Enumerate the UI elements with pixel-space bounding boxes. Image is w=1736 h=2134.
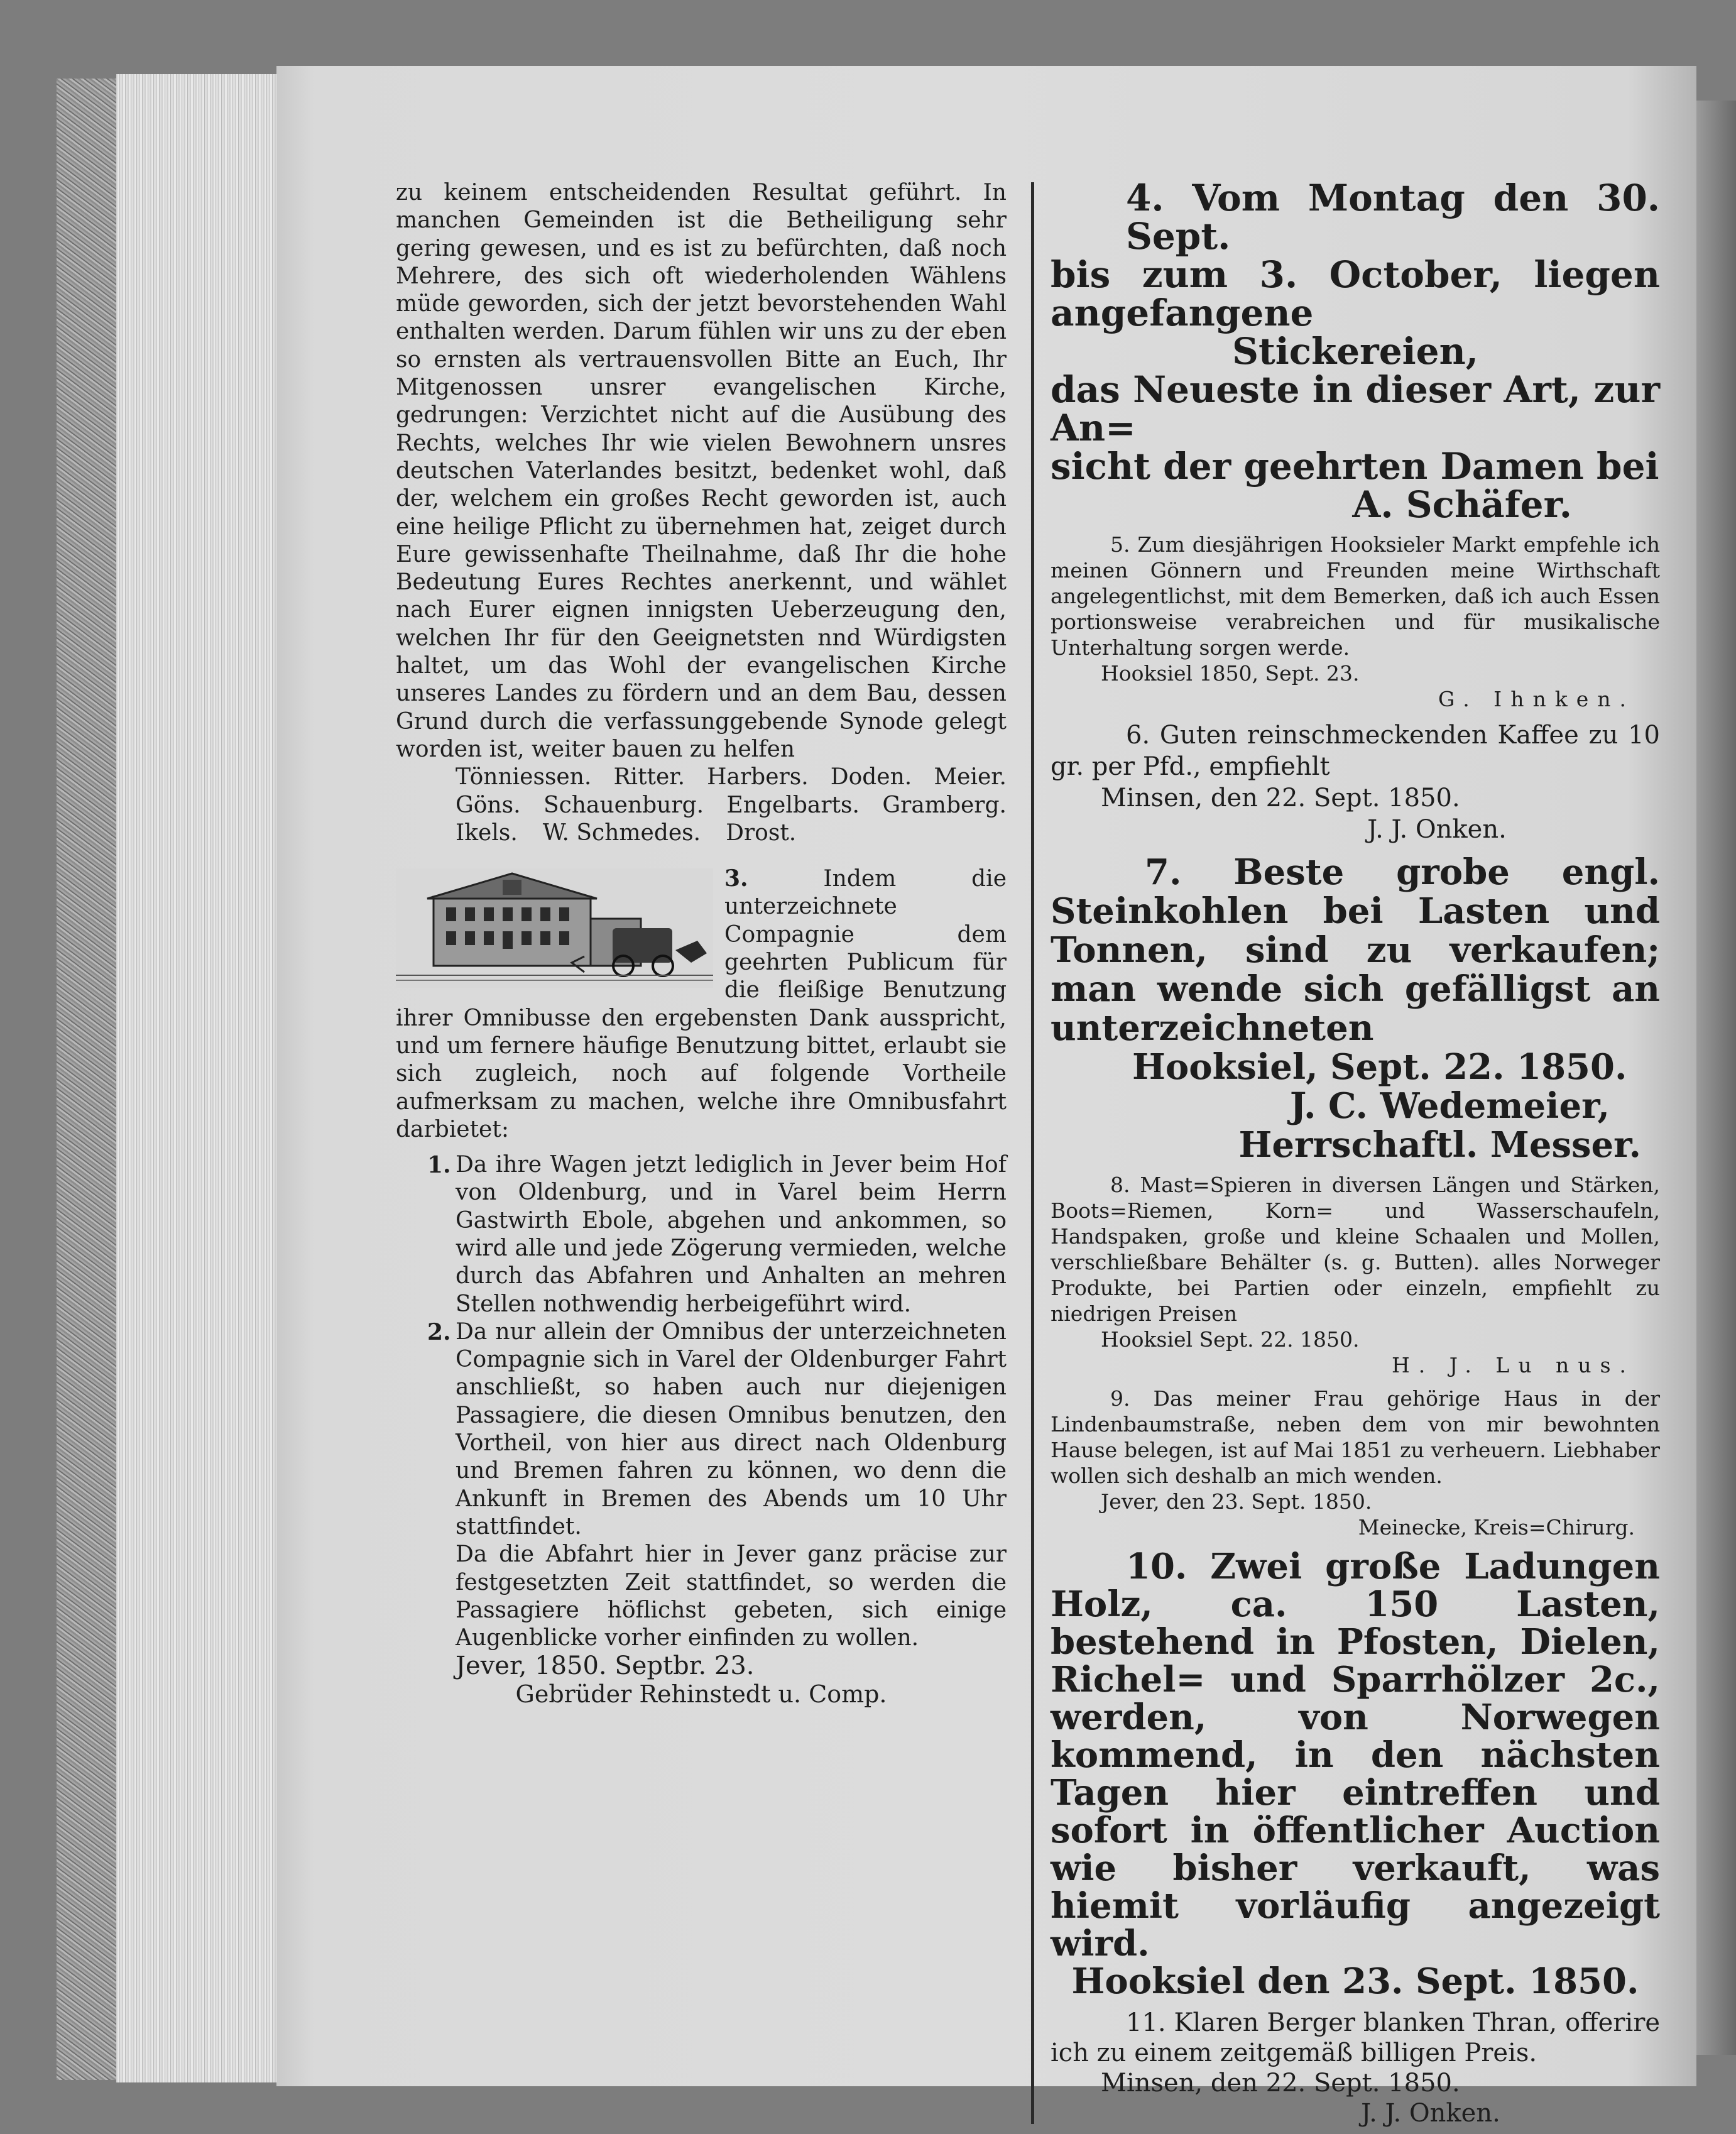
ad4-line5: sicht der geehrten Damen bei (1051, 445, 1659, 488)
ad11-date: Minsen, den 22. Sept. 1850. (1101, 2069, 1460, 2098)
ad4 (1051, 179, 1660, 524)
signature: Tönniessen. (456, 764, 592, 791)
ad9-body: 9. Das meiner Frau gehörige Haus in der Lindenbaumstraße, neben dem von mir bewohnten Hause belegen, ist auf Mai 1851 zu verheuern. Liebhaber wollen sich deshalb an mich wenden. (1051, 1386, 1660, 1488)
ad8-date: Hooksiel Sept. 22. 1850. (1101, 1327, 1360, 1352)
omnibus-illustration (396, 868, 713, 988)
ad4-line2: bis zum 3. October, liegen angefangene (1051, 253, 1660, 334)
ad8-signature: H. J. Lu nus. (1392, 1353, 1635, 1377)
ad5-date: Hooksiel 1850, Sept. 23. (1101, 661, 1360, 686)
signature: Engelbarts. (726, 792, 860, 818)
ad4-line4: das Neueste in dieser Art, zur An= (1051, 368, 1660, 449)
ad11-body: 11. Klaren Berger blanken Thran, offerire ich zu einem zeitgemäß billigen Preis. (1051, 2008, 1660, 2067)
signature: Harbers. (707, 764, 809, 791)
ad11 (1051, 2008, 1660, 2128)
signature: Schauenburg. (543, 792, 704, 818)
ad9-signature: Meinecke, Kreis=Chirurg. (1358, 1515, 1635, 1540)
ad7-signature-2: Herrschaftl. Messer. (1238, 1124, 1641, 1166)
signature: Doden. (830, 764, 912, 791)
item-number: 2. (427, 1318, 451, 1345)
signature: Göns. (456, 792, 521, 818)
ad3-intro-text: Indem die unterzeichnete Compagnie dem geehrten Publicum für die fleißige Benutzung ihrer Omnibusse den ergebensten Dank ausspricht, und um fernere häufige Benutzung bittet, erlaubt sie sich zugleich, noch auf folgende Vortheile aufmerksam zu machen, welche ihre Omnibusfahrt darbietet: (396, 866, 1007, 1142)
ad7-signature-1: J. C. Wedemeier, (1289, 1085, 1610, 1127)
ad3-item-2 (396, 1318, 1007, 1541)
ad5 (1051, 532, 1660, 712)
ad3-closing: Da die Abfahrt hier in Jever ganz präcise zur festgesetzten Zeit stattfindet, so werden die Passagiere höflichst gebeten, sich einige Augenblicke vorher einfinden zu wollen. (456, 1541, 1007, 1651)
right-column (1051, 179, 1660, 2128)
left-column (396, 179, 1007, 1708)
book-cover (57, 79, 119, 2080)
ad8-body: 8. Mast=Spieren in diversen Längen und Stärken, Boots=Riemen, Korn= und Wasserschaufeln, Handspaken, große und kleine Schaalen und Mollen, verschließbare Behälter (s. g. Butten). alles Norweger Produkte, bei Partien oder einzeln, empfiehlt zu niedrigen Preisen (1051, 1173, 1660, 1326)
ad4-signature: A. Schäfer. (1352, 483, 1572, 526)
ad10-body: 10. Zwei große Ladungen Holz, ca. 150 Lasten, bestehend in Pfosten, Dielen, Richel= und Sparrhölzer 2c., werden, von Norwegen kommend, in den nächsten Tagen hier eintreffen und sofort in öffentlicher Auction wie bisher verkauft, was hiemit vorläufig angezeigt wird. (1051, 1546, 1660, 1964)
ad7 (1051, 853, 1660, 1164)
ad9 (1051, 1386, 1660, 1540)
ad3-date: Jever, 1850. Septbr. 23. (456, 1651, 755, 1681)
ad6-signature: J. J. Onken. (1367, 815, 1507, 844)
ad7-date: Hooksiel, Sept. 22. 1850. (1132, 1046, 1627, 1088)
column-divider (1031, 182, 1034, 2124)
page-shadow (1696, 101, 1736, 2055)
signature: Meier. (934, 764, 1007, 791)
ad4-line3: Stickereien, (1232, 330, 1478, 373)
signature: Ikels. (456, 819, 518, 846)
ad5-body: 5. Zum diesjährigen Hooksieler Markt empfehle ich meinen Gönnern und Freunden meine Wirthschaft angelegentlichst, mit dem Bemerken, daß ich auch Essen portionsweise verabreichen und für musikalische Unterhaltung sorgen werde. (1051, 532, 1660, 660)
ad10 (1051, 1548, 1660, 2000)
item-text: Da nur allein der Omnibus der unterzeichneten Compagnie sich in Varel der Oldenburger Fahrt anschließt, so haben auch nur diejenigen Passagiere, die diesen Omnibus benutzen, den Vortheil, von hier aus direct nach Oldenburg und Bremen fahren zu können, wo denn die Ankunft in Bremen des Abends um 10 Uhr stattfindet. (456, 1318, 1007, 1540)
ad5-signature: G. Ihnken. (1438, 687, 1635, 711)
ad-number: 3. (724, 865, 748, 892)
signature: Drost. (726, 819, 797, 846)
ad7-body: 7. Beste grobe engl. Steinkohlen bei Lasten und Tonnen, sind zu verkaufen; man wende sich gefälligst an unterzeichneten (1051, 851, 1660, 1049)
ad9-date: Jever, den 23. Sept. 1850. (1101, 1489, 1372, 1514)
page-edges (116, 74, 283, 2082)
item-number: 1. (427, 1152, 451, 1179)
ad6 (1051, 720, 1660, 845)
ad6-body: 6. Guten reinschmeckenden Kaffee zu 10 gr. per Pfd., empfiehlt (1051, 721, 1660, 781)
ad2-signatures-row3 (396, 819, 1007, 847)
ad3-item-1 (396, 1151, 1007, 1318)
signature: W. Schmedes. (542, 819, 701, 846)
ad10-date: Hooksiel den 23. Sept. 1850. (1071, 1961, 1639, 2002)
signature: Gramberg. (882, 792, 1007, 818)
ad2-body: zu keinem entscheidenden Resultat geführt. In manchen Gemeinden ist die Betheiligung sehr gering gewesen, und es ist zu befürchten, daß noch Mehrere, des sich oft wiederholenden Wählens müde geworden, sich der jetzt bevorstehenden Wahl enthalten werden. Darum fühlen wir uns zu der eben so ernsten als vertrauensvollen Bitte an Euch, Ihr Mitgenossen unsrer evangelischen Kirche, gedrungen: Verzichtet nicht auf die Ausübung des Rechts, welches Ihr wie vielen Bewohnern unsres deutschen Vaterlandes besitzt, bedenket wohl, daß der, welchem ein großes Recht geworden ist, auch eine heilige Pflicht zu übernehmen hat, zeiget durch Eure gewissenhafte Theilnahme, daß Ihr die hohe Bedeutung Eures Rechtes anerkennt, und wählet nach Eurer eignen innigsten Ueberzeugung den, welchen Ihr für den Geeignetsten nnd Würdigsten haltet, um das Wohl der evangelischen Kirche unseres Landes zu fördern und an dem Bau, dessen Grund durch die verfassunggebende Synode gelegt worden ist, weiter bauen zu helfen (396, 180, 1007, 762)
ad3-signature: Gebrüder Rehinstedt u. Comp. (515, 1680, 887, 1708)
ad4-line1: 4. Vom Montag den 30. Sept. (1126, 177, 1660, 258)
signature: Ritter. (613, 764, 685, 791)
ad2-signatures-row2 (396, 792, 1007, 819)
item-text: Da ihre Wagen jetzt lediglich in Jever beim Hof von Oldenburg, und in Varel beim Herrn Gastwirth Ebole, abgehen und ankommen, so wird alle und jede Zögerung vermieden, welche durch das Abfahren und Anhalten an mehren Stellen nothwendig herbeigeführt wird. (456, 1152, 1007, 1317)
ad8 (1051, 1172, 1660, 1378)
ad11-signature: J. J. Onken. (1361, 2099, 1500, 2128)
ad2-signatures-row1 (396, 763, 1007, 791)
ad3 (396, 865, 1007, 1708)
ad6-date: Minsen, den 22. Sept. 1850. (1101, 784, 1460, 813)
